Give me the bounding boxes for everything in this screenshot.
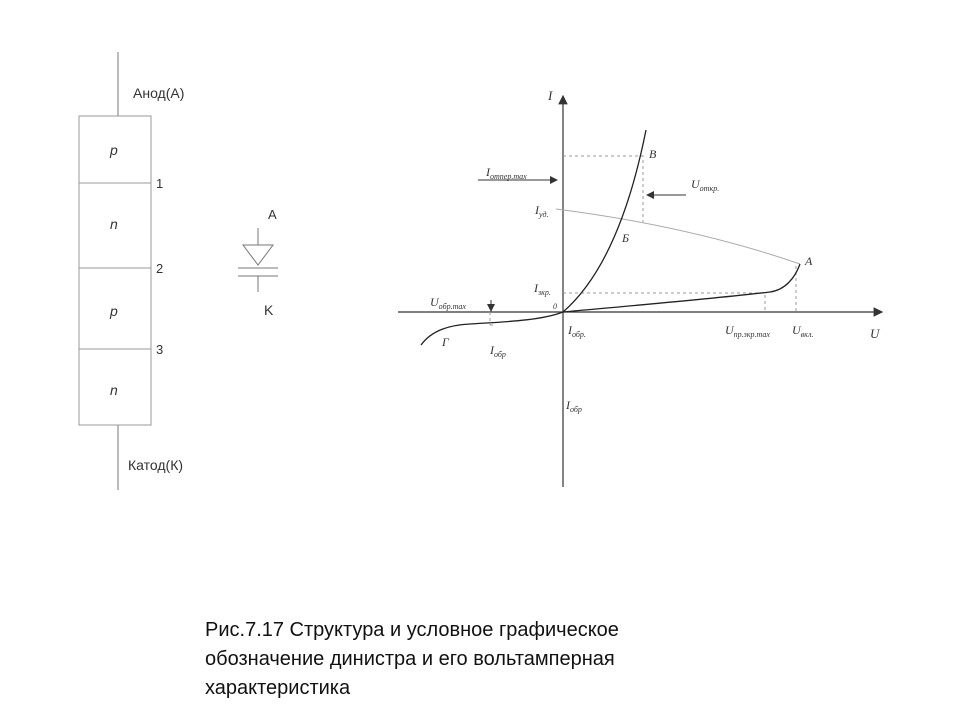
- i-ud-label: $I_{уд.}$: [535, 203, 549, 219]
- symbol-cathode-letter: K: [264, 302, 274, 318]
- anode-label: Анод(А): [133, 85, 185, 101]
- junction-1-label: 1: [156, 176, 164, 191]
- junction-3-label: 3: [156, 342, 164, 357]
- layer-p1: p: [110, 142, 118, 158]
- u-pr-zakr-max-label: $U_{пр.зкр.max}$: [725, 323, 770, 339]
- u-vkl-label: $U_{вкл.}$: [792, 323, 814, 339]
- point-g-label: Г: [442, 335, 449, 349]
- caption-line-3: характеристика: [205, 677, 351, 699]
- point-v-label: В: [649, 147, 657, 161]
- u-otkr-label: $U_{откр.}$: [691, 177, 720, 193]
- i-obr-bottom-label: $I_{обр}$: [566, 398, 582, 414]
- u-axis-label: U: [870, 326, 880, 341]
- iv-graph: [398, 88, 882, 487]
- dinistor-symbol: [238, 207, 278, 318]
- point-a-label: A: [805, 254, 813, 268]
- symbol-anode-letter: A: [268, 207, 277, 222]
- junction-2-label: 2: [156, 261, 164, 276]
- i-obr-left-label: $I_{обр}$: [490, 343, 506, 359]
- layer-n2: n: [110, 382, 118, 398]
- symbol-triangle: [243, 245, 273, 265]
- layer-n1: n: [110, 216, 118, 232]
- u-obr-max-label: $U_{обр.max}$: [430, 295, 466, 311]
- caption-line-1: Рис.7.17 Структура и условное графическое: [205, 619, 619, 641]
- holding-current-curve: [556, 209, 800, 264]
- i-obr-small-label: $I_{обр.}$: [568, 323, 586, 339]
- i-otpir-max-label: $I_{отпер.max}$: [486, 165, 527, 181]
- forward-blocking-branch: [563, 264, 800, 312]
- structure-body: [79, 116, 151, 425]
- origin-label: 0: [553, 302, 557, 311]
- structure-diagram: [79, 52, 184, 490]
- point-b-label: Б: [622, 231, 630, 245]
- i-axis-label: I: [548, 88, 553, 103]
- figure-caption: [205, 616, 765, 703]
- cathode-label: Катод(К): [128, 457, 184, 473]
- layer-p2: p: [110, 303, 118, 319]
- caption-line-2: обозначение динистра и его вольтамперная: [205, 648, 615, 670]
- i-zakr-label: $I_{зкр.}$: [534, 281, 551, 297]
